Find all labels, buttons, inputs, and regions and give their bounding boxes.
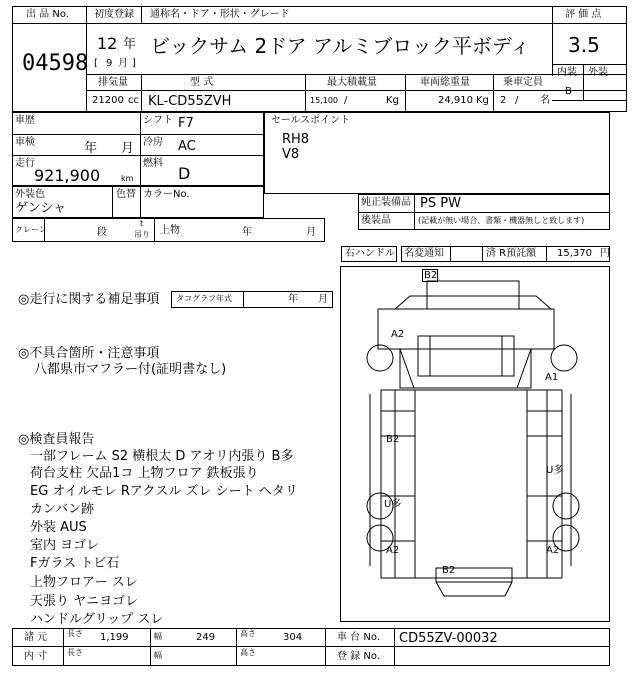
body-year-unit: 年 (242, 227, 252, 238)
fuel-label: 燃料 (143, 158, 163, 169)
divider (583, 64, 584, 100)
sales-point-1: RH8 (282, 132, 310, 147)
exterior-color-label: 外装色 (15, 189, 45, 200)
divider (86, 90, 627, 91)
color-change-label: 色替 (116, 189, 136, 200)
inspection-label: 車検 (15, 137, 35, 148)
divider (140, 186, 141, 218)
inspector-line: ハンドルグリップ スレ (30, 612, 164, 627)
divider (405, 74, 406, 112)
divider (305, 74, 306, 112)
divider (358, 212, 610, 213)
recycle-label: 済 R預託額 (486, 248, 537, 259)
lot-number: 04598 (22, 51, 89, 76)
length-label: 長さ (67, 629, 83, 638)
defects-text: 八都県市マフラー付(証明書なし) (34, 362, 227, 377)
divider (552, 64, 627, 65)
inner-length-label: 長さ (67, 648, 83, 657)
height-value: 304 (283, 632, 303, 643)
mileage-value: 921,900 (34, 166, 101, 185)
history-label: 車歴 (15, 115, 35, 126)
displacement: 21200 (92, 95, 124, 106)
color-no-label: カラーNo. (143, 189, 190, 200)
crane-stage-unit: 段 (97, 227, 107, 238)
divider (141, 6, 142, 23)
mileage-unit: km (121, 174, 134, 183)
truck-diagram (340, 266, 610, 622)
exterior-color: ゲンシャ (15, 201, 67, 216)
recycle-amount: 15,370 (557, 248, 592, 259)
capacity: 2 (500, 95, 507, 106)
ac-value: AC (178, 139, 196, 154)
sales-point-2: V8 (282, 147, 300, 162)
defects-label: ◎不具合箇所・注意事項 (18, 346, 160, 361)
recycle-unit: 円 (600, 248, 610, 259)
aftermarket-note: (記載が無い場合、書類・機器無しと致します) (418, 216, 585, 225)
inspector-line: 天張り ヤニヨゴレ (30, 594, 139, 609)
divider (86, 74, 627, 75)
inspector-line: 室内 ヨゴレ (30, 538, 100, 553)
inspector-line: カンバン跡 (30, 502, 95, 517)
body-label: 上物 (160, 225, 180, 236)
first-reg-label: 初度登録 (94, 9, 134, 20)
displacement-unit: cc (128, 95, 139, 106)
month-unit: 月 (118, 58, 128, 69)
specs-label: 諸 元 (24, 632, 48, 643)
damage-mark: B2 (386, 434, 400, 445)
inspector-label: ◎検査員報告 (18, 432, 95, 447)
vehicle-name: ビックサム 2ドア アルミブロック平ボディ (150, 34, 531, 58)
max-load-unit: Kg (386, 95, 399, 106)
registration-label: 登 録 No. (337, 651, 380, 662)
divider (243, 291, 244, 308)
capacity-sep: / (515, 95, 519, 106)
inspector-line: 上物フロアー スレ (30, 575, 138, 590)
capacity-label: 乗車定員 (503, 77, 543, 88)
crane-ton-unit: t (140, 219, 144, 228)
max-load-sep: / (344, 95, 348, 106)
divider (552, 100, 627, 101)
shift-label: シフト (143, 115, 173, 126)
capacity-unit: 名 (540, 95, 550, 106)
divider (394, 628, 395, 666)
inner-height-label: 高さ (240, 648, 256, 657)
chassis-label: 車 台 No. (337, 632, 380, 643)
crane-label: クレーン (15, 225, 47, 234)
divider (154, 218, 155, 242)
inspection-year-unit: 年 (84, 141, 98, 156)
divider (63, 628, 64, 666)
displacement-label: 排気量 (98, 77, 128, 88)
divider (493, 74, 494, 112)
sales-point-label: セールスポイント (271, 115, 351, 126)
fuel-value: D (178, 164, 191, 183)
reg-month: 9 (106, 58, 113, 69)
genuine-value: PS PW (420, 196, 461, 211)
odometer-change-label: 名変通知 (404, 248, 444, 259)
lot-label: 出 品 No. (26, 9, 69, 20)
divider (414, 194, 415, 230)
inner-label: 内 寸 (24, 651, 48, 662)
inspector-line: 外装 AUS (30, 520, 87, 535)
month-bracket: [ (94, 58, 98, 69)
model-label: 型 式 (190, 77, 214, 88)
divider (325, 628, 326, 666)
inspector-line: 一部フレーム S2 横根太 D アオリ内張り B多 (30, 449, 294, 464)
inspector-line: Fガラス トビ石 (30, 556, 120, 571)
divider (12, 23, 627, 24)
mileage-label: 走行 (15, 158, 35, 169)
genuine-label: 純正装備品 (361, 197, 411, 208)
tacho-year-unit: 年 (288, 294, 298, 305)
divider (140, 112, 141, 186)
divider (12, 155, 264, 156)
interior-label: 内装 (557, 67, 577, 78)
tacho-month-unit: 月 (318, 294, 328, 305)
name-label: 通称名・ドア・形状・グレード (150, 9, 290, 20)
damage-mark: A2 (391, 329, 405, 340)
divider (236, 628, 237, 666)
divider (150, 628, 151, 666)
max-load-label: 最大積載量 (327, 77, 377, 88)
width-value: 249 (196, 632, 216, 643)
divider (12, 134, 264, 135)
divider (450, 246, 451, 262)
damage-mark: A2 (386, 545, 400, 556)
exterior-label: 外装 (588, 67, 608, 78)
damage-mark: A2 (546, 545, 560, 556)
gross-weight-unit: Kg (476, 95, 489, 106)
damage-mark: A1 (545, 372, 559, 383)
body-month-unit: 月 (306, 227, 316, 238)
damage-mark: U多 (546, 465, 564, 476)
ac-label: 冷房 (143, 137, 163, 148)
inner-width-label: 幅 (154, 651, 162, 660)
length-value: 1,199 (100, 632, 129, 643)
damage-mark: U多 (384, 499, 402, 510)
divider (546, 246, 547, 262)
shift-value: F7 (178, 116, 194, 131)
interior-grade: B (565, 86, 572, 97)
divider (12, 646, 610, 647)
model-code: KL-CD55ZVH (148, 94, 232, 109)
divider (552, 6, 553, 76)
driving-notes-label: ◎走行に関する補足事項 (18, 292, 160, 307)
divider (482, 246, 483, 262)
height-label: 高さ (240, 629, 256, 638)
gross-weight-label: 車両総重量 (420, 77, 470, 88)
width-label: 幅 (154, 632, 162, 641)
inspector-line: 荷台支柱 欠品1コ 上物フロア 鉄板張り (30, 466, 259, 481)
divider (112, 186, 113, 218)
inspection-month-unit: 月 (121, 141, 135, 156)
score-label: 評 価 点 (565, 9, 602, 20)
tacho-label: タコグラフ年式 (176, 294, 232, 303)
gross-weight: 24,910 (438, 95, 473, 106)
chassis-number: CD55ZV-00032 (399, 631, 498, 646)
score-value: 3.5 (568, 33, 600, 57)
crane-hang-unit: 吊り (134, 230, 150, 239)
max-load: 15,100 (310, 96, 338, 105)
aftermarket-label: 後装品 (361, 215, 391, 226)
drive-side: 右ハンドル (345, 248, 395, 259)
damage-mark: B2 (442, 565, 456, 576)
year-unit: 年 (123, 37, 137, 52)
month-bracket: ] (132, 58, 136, 69)
damage-mark: B2 (424, 270, 438, 281)
inspector-line: EG オイルモレ Rアクスル ズレ シート ヘタリ (30, 484, 298, 499)
reg-year: 12 (97, 34, 118, 53)
divider (141, 74, 142, 112)
